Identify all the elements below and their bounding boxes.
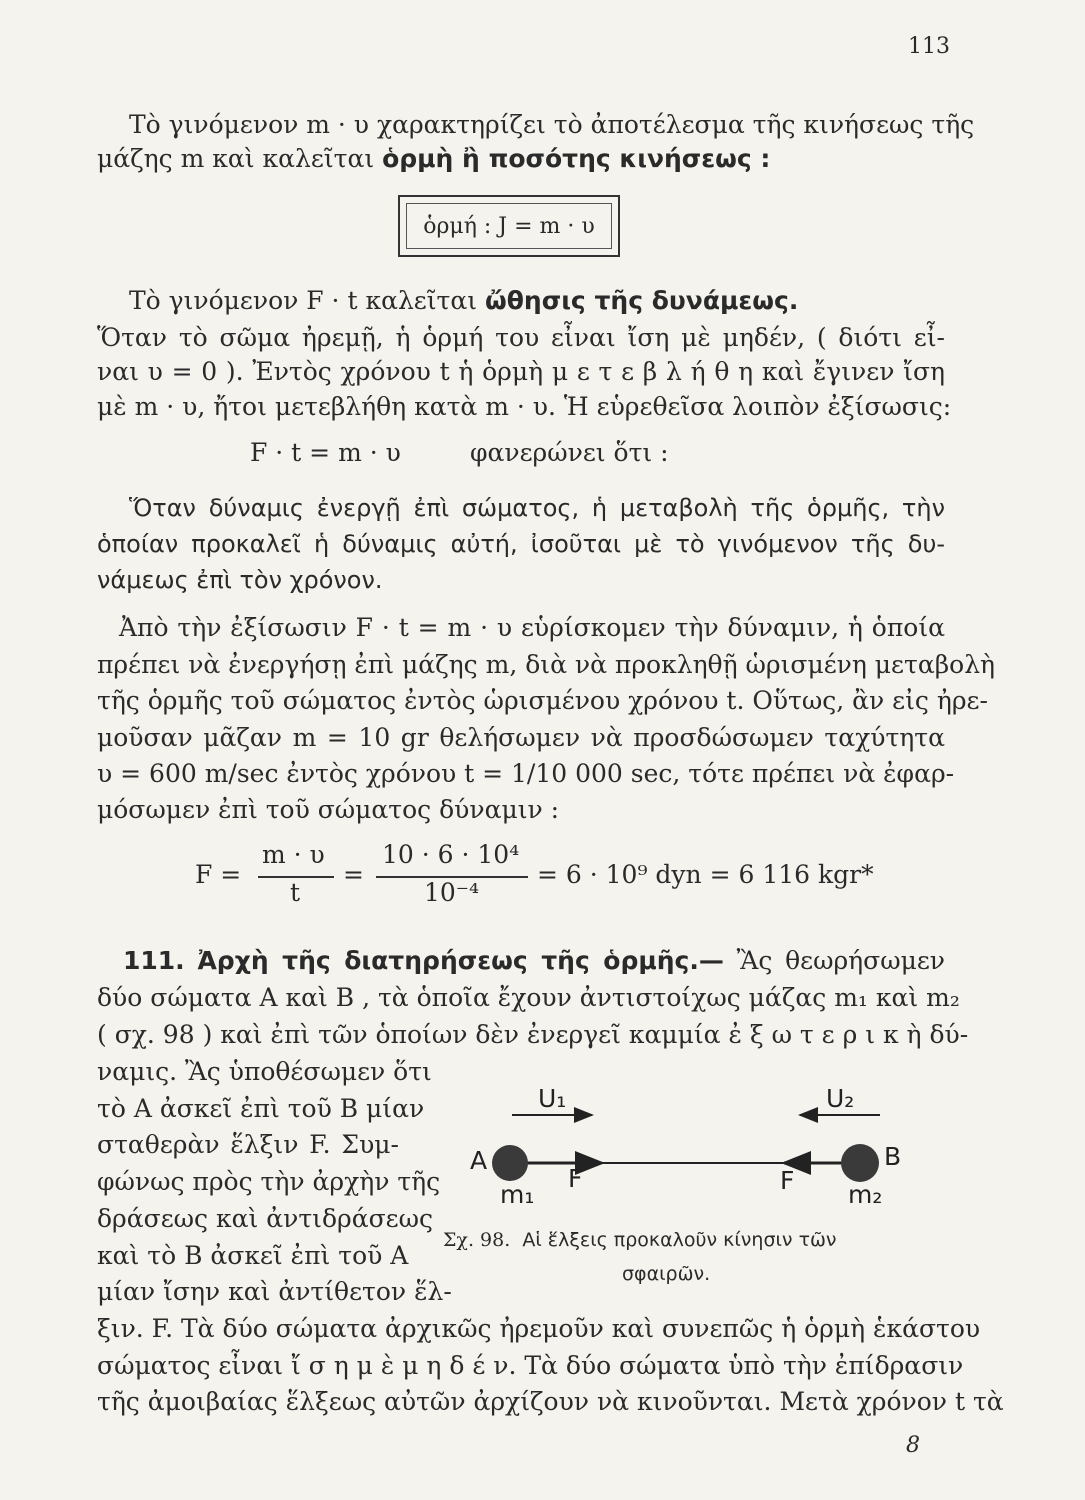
text-line: καὶ τὸ Β ἀσκεῖ ἐπὶ τοῦ Α: [97, 1241, 409, 1270]
text-line: ξιν. F. Τὰ δύο σώματα ἀρχικῶς ἠρεμοῦν καὶ συνεπῶς ἡ ὁρμὴ ἑκάστου: [97, 1314, 981, 1343]
figure-number: Σχ. 98.: [443, 1229, 511, 1251]
text-line: Τὸ γινόμενον F · t καλεῖται ὤθησις τῆς δυνάμεως.: [129, 286, 799, 315]
section-heading-line: 111. Ἀρχὴ τῆς διατηρήσεως τῆς ὁρμῆς.— Ἂς θεωρήσωμεν: [123, 946, 946, 975]
eq2-numerator-2: 10 · 6 · 10⁴: [382, 840, 520, 869]
eq2-numerator-1: m · υ: [262, 840, 325, 869]
body-label-b: B: [884, 1142, 902, 1171]
text-line: ( σχ. 98 ) καὶ ἐπὶ τῶν ὁποίων δὲν ἐνεργεῖ καμμία ἐ ξ ω τ ε ρ ι κ ὴ δύ-: [97, 1020, 969, 1049]
body-label-a: A: [470, 1146, 488, 1175]
text-line: μάζης m καὶ καλεῖται ὁρμὴ ἢ ποσότης κινήσεως :: [97, 144, 771, 173]
text-line: Ὅταν τὸ σῶμα ἠρεμῇ, ἡ ὁρμή του εἶναι ἴση μὲ μηδέν, ( διότι εἶ-: [97, 323, 945, 352]
text-line: σώματος εἶναι ἴ σ η μ ὲ μ η δ έ ν. Τὰ δύο σώματα ὑπὸ τὴν ἐπίδρασιν: [97, 1351, 964, 1380]
eq2-rhs: = 6 · 10⁹ dyn = 6 116 kgr*: [537, 860, 874, 889]
signature-mark: 8: [906, 1433, 920, 1458]
text-line: μόσωμεν ἐπὶ τοῦ σώματος δύναμιν :: [97, 795, 560, 824]
velocity-label-b: U₂: [826, 1084, 855, 1113]
eq2-denominator-2: 10⁻⁴: [424, 878, 480, 907]
equation-text: φανερώνει ὅτι :: [470, 438, 669, 467]
text-line: πρέπει νὰ ἐνεργήσῃ ἐπὶ μάζης m, διὰ νὰ προκληθῇ ὡρισμένη μεταβολὴ: [97, 650, 996, 679]
section-title: Ἀρχὴ τῆς διατηρήσεως τῆς ὁρμῆς.—: [197, 946, 724, 975]
section-number: 111.: [123, 946, 185, 975]
force-label-b: F: [780, 1166, 795, 1195]
eq2-lhs: F =: [195, 860, 242, 889]
eq2-equals: =: [343, 860, 364, 889]
text-line: υ = 600 m/sec ἐντὸς χρόνου t = 1/10 000 sec, τότε πρέπει νὰ ἐφαρ-: [97, 759, 955, 788]
text-line: Τὸ γινόμενον m · υ χαρακτηρίζει τὸ ἀποτέλεσμα τῆς κινήσεως τῆς: [129, 110, 975, 139]
sphere-a: [492, 1145, 528, 1181]
text-line: τὸ Α ἀσκεῖ ἐπὶ τοῦ Β μίαν: [97, 1094, 425, 1123]
text-line: μὲ m · υ, ἤτοι μετεβλήθη κατὰ m · υ. Ἡ εὑρεθεῖσα λοιπὸν ἐξίσωσις:: [97, 392, 952, 421]
figure-caption-line2: σφαιρῶν.: [622, 1263, 711, 1285]
text-line: σταθερὰν ἕλξιν F. Συμ-: [97, 1130, 399, 1159]
text-line: δράσεως καὶ ἀντιδράσεως: [97, 1204, 433, 1233]
force-label-a: F: [568, 1164, 583, 1193]
law-statement-line: νάμεως ἐπὶ τὸν χρόνον.: [97, 566, 383, 594]
mass-label-a: m₁: [500, 1180, 535, 1209]
text-line: ναι υ = 0 ). Ἐντὸς χρόνου t ἡ ὁρμὴ μ ε τ ε β λ ή θ η καὶ ἔγινεν ἴση: [97, 357, 945, 386]
text-line: μίαν ἴσην καὶ ἀντίθετον ἕλ-: [97, 1277, 452, 1306]
text-line: μοῦσαν μᾶζαν m = 10 gr θελήσωμεν νὰ προσδώσωμεν ταχύτητα: [97, 723, 945, 752]
eq2-denominator-1: t: [290, 878, 301, 907]
mass-label-b: m₂: [848, 1180, 883, 1209]
page-number: 113: [908, 34, 950, 59]
text-line: τῆς ὁρμῆς τοῦ σώματος ἐντὸς ὡρισμένου χρόνου t. Οὕτως, ἂν εἰς ἠρε-: [97, 686, 988, 715]
text-line: ναμις. Ἂς ὑποθέσωμεν ὅτι: [97, 1057, 432, 1086]
text-line: δύο σώματα Α καὶ Β , τὰ ὁποῖα ἔχουν ἀντιστοίχως μάζας m₁ καὶ m₂: [97, 983, 960, 1012]
equation-impulse: F · t = m · υ: [250, 438, 401, 467]
sphere-b: [841, 1144, 879, 1182]
text-line: φώνως πρὸς τὴν ἀρχὴν τῆς: [97, 1167, 441, 1196]
law-statement-line: ὁποίαν προκαλεῖ ἡ δύναμις αὐτή, ἰσοῦται μὲ τὸ γινόμενον τῆς δυ-: [97, 530, 945, 558]
text-line: Ἀπὸ τὴν ἐξίσωσιν F · t = m · υ εὑρίσκομεν τὴν δύναμιν, ἡ ὁποία: [119, 613, 945, 642]
law-statement-line: Ὅταν δύναμις ἐνεργῇ ἐπὶ σώματος, ἡ μεταβολὴ τῆς ὁρμῆς, τὴν: [129, 494, 945, 522]
text-line: τῆς ἀμοιβαίας ἕλξεως αὐτῶν ἀρχίζουν νὰ κινοῦνται. Μετὰ χρόνον t τὰ: [97, 1387, 1004, 1416]
velocity-label-a: U₁: [538, 1084, 567, 1113]
formula-box: ὁρμή : J = m · υ: [406, 203, 612, 249]
figure-caption: Σχ. 98. Αἱ ἕλξεις προκαλοῦν κίνησιν τῶν: [443, 1229, 837, 1251]
